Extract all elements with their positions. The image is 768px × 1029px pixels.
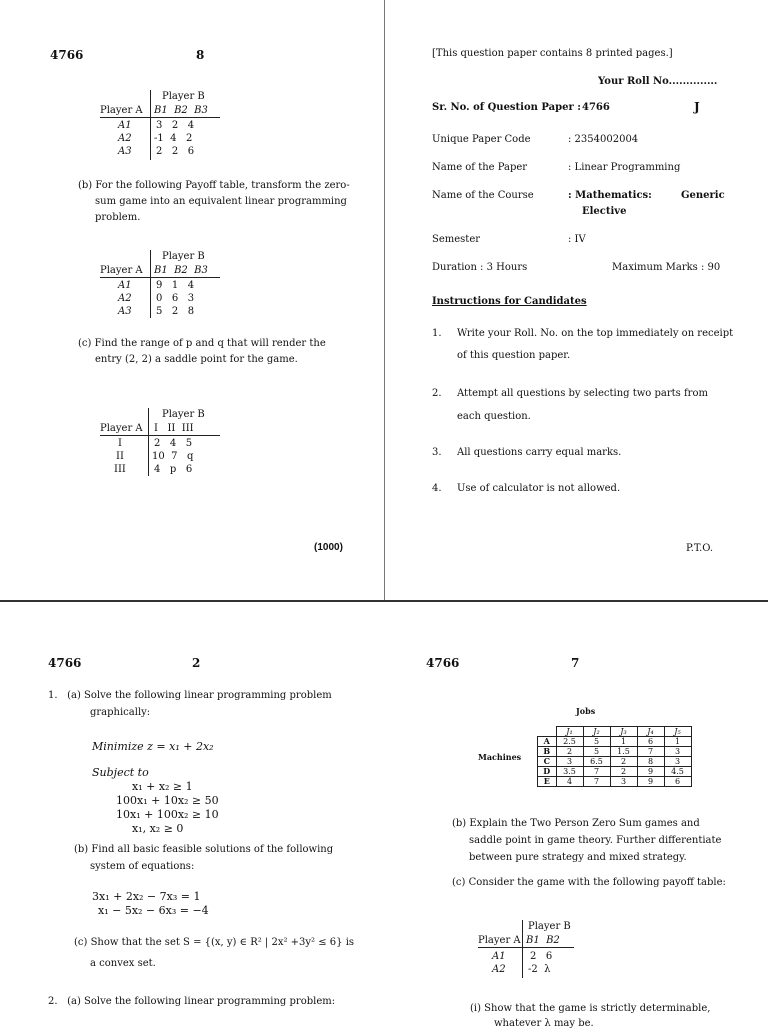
table-cell: 3 [556, 757, 583, 767]
paper-code: 4766 [50, 48, 84, 62]
column-headers: B1 B2 B3 [154, 105, 208, 116]
page-count-header: [This question paper contains 8 printed pages.] [432, 48, 673, 59]
constraint: x₁, x₂ ≥ 0 [132, 822, 184, 835]
player-b-label: Player B [528, 921, 571, 932]
instruction-text: of this question paper. [457, 350, 571, 361]
table-row [538, 757, 692, 767]
field-value: : 2354002004 [568, 134, 639, 145]
row-label: III [114, 464, 126, 475]
row-values: -1 4 2 [154, 133, 193, 144]
constraint: 100x₁ + 10x₂ ≥ 50 [116, 794, 219, 807]
table-cell: 3 [664, 757, 691, 767]
column-headers: B1 B2 B3 [154, 265, 208, 276]
print-count: (1000) [314, 542, 343, 553]
row-values: 4 p 6 [154, 464, 193, 475]
row-values: 10 7 q [152, 451, 194, 462]
table-cell: 5 [583, 737, 610, 747]
table-cell: 2 [556, 747, 583, 757]
machines-label: Machines [478, 752, 522, 762]
q1b-line1: (b) Find all basic feasible solutions of the following [74, 844, 334, 855]
table-cell: 2.5 [556, 737, 583, 747]
row-values: 3 2 4 [156, 120, 195, 131]
player-a-label: Player A [100, 265, 143, 276]
q1a-line1: 1. (a) Solve the following linear programming problem [48, 690, 332, 701]
row-header: E [538, 777, 557, 787]
field-value: : Mathematics: [568, 190, 652, 201]
player-b-label: Player B [162, 91, 205, 102]
row-label: I [118, 438, 122, 449]
table-cell: 3 [610, 777, 637, 787]
instruction-number: 1. [432, 328, 442, 339]
duration: Duration : 3 Hours [432, 262, 528, 273]
instruction-text: All questions carry equal marks. [457, 447, 622, 458]
q1b-line2: system of equations: [90, 861, 195, 872]
column-header: J₄ [637, 727, 664, 737]
row-values: 2 6 [530, 951, 553, 962]
row-label: A2 [492, 964, 506, 975]
column-header: J₃ [610, 727, 637, 737]
set-letter: J [694, 100, 700, 114]
table-cell: 2 [610, 767, 637, 777]
table-cell: 3.5 [556, 767, 583, 777]
instruction-number: 4. [432, 483, 442, 494]
question-b-line3: problem. [95, 212, 141, 223]
table-cell: 1.5 [610, 747, 637, 757]
table-cell: 2 [610, 757, 637, 767]
instruction-number: 2. [432, 388, 442, 399]
row-label: A3 [118, 306, 132, 317]
question-c-line2: entry (2, 2) a saddle point for the game. [95, 354, 298, 365]
table-cell: 3 [664, 747, 691, 757]
table-cell: 7 [583, 767, 610, 777]
table-cell: 6 [637, 737, 664, 747]
field-value: : Linear Programming [568, 162, 681, 173]
equation: 3x₁ + 2x₂ − 7x₃ = 1 [92, 890, 201, 903]
instructions-title: Instructions for Candidates [432, 296, 587, 307]
jobs-title: Jobs [576, 706, 596, 716]
table-cell: 7 [583, 777, 610, 787]
row-values: -2 λ [528, 964, 551, 975]
paper-code: 4766 [48, 656, 82, 670]
table-row [538, 767, 692, 777]
page-divider [0, 600, 768, 602]
question-b-line2: sum game into an equivalent linear programming [95, 196, 347, 207]
instruction-text: Use of calculator is not allowed. [457, 483, 621, 494]
instruction-text: Attempt all questions by selecting two parts from [457, 388, 708, 399]
field-value: : IV [568, 234, 586, 245]
qb-line1: (b) Explain the Two Person Zero Sum games and [452, 818, 700, 829]
qi-continuation: whatever λ may be. [494, 1018, 594, 1029]
table-cell: 6.5 [583, 757, 610, 767]
player-a-label: Player A [100, 423, 143, 434]
roll-number-field: Your Roll No.............. [598, 76, 718, 87]
table-cell: 5 [583, 747, 610, 757]
field-label: Semester [432, 234, 481, 245]
table-cell: 4 [556, 777, 583, 787]
player-a-label: Player A [100, 105, 143, 116]
table-row [538, 727, 692, 737]
column-header: J₅ [664, 727, 691, 737]
q1c-line2: a convex set. [90, 958, 156, 969]
table-cell: 1 [610, 737, 637, 747]
payoff-table-4 [478, 920, 578, 980]
table-cell: 4.5 [664, 767, 691, 777]
player-a-label: Player A [478, 935, 521, 946]
qb-line3: between pure strategy and mixed strategy. [469, 852, 687, 863]
subject-to: Subject to [92, 766, 149, 779]
row-label: A1 [492, 951, 506, 962]
table-row [538, 777, 692, 787]
sr-no-label: Sr. No. of Question Paper : [432, 102, 581, 113]
column-header: J₂ [583, 727, 610, 737]
table-cell: 7 [637, 747, 664, 757]
column-headers: I II III [154, 423, 194, 434]
table-cell: 8 [637, 757, 664, 767]
player-b-label: Player B [162, 251, 205, 262]
row-header: C [538, 757, 557, 767]
row-label: A1 [118, 120, 132, 131]
course-generic: Generic [681, 190, 725, 201]
row-label: A2 [118, 133, 132, 144]
column-headers: B1 B2 [526, 935, 560, 946]
row-values: 0 6 3 [156, 293, 195, 304]
field-label: Unique Paper Code [432, 134, 531, 145]
table-cell: 1 [664, 737, 691, 747]
row-header: B [538, 747, 557, 757]
field-label: Name of the Paper [432, 162, 528, 173]
qi-line: (i) Show that the game is strictly determinable, [470, 1003, 711, 1014]
payoff-table-3 [100, 408, 230, 478]
instruction-text: each question. [457, 411, 531, 422]
spine-line [384, 0, 385, 600]
page-number: 2 [192, 656, 201, 670]
payoff-table-2 [100, 250, 230, 320]
player-b-label: Player B [162, 409, 205, 420]
question-b-line1: (b) For the following Payoff table, transform the zero- [78, 180, 350, 191]
qb-line2: saddle point in game theory. Further differentiate [469, 835, 722, 846]
row-label: A1 [118, 280, 132, 291]
row-header: D [538, 767, 557, 777]
qc-line: (c) Consider the game with the following payoff table: [452, 877, 726, 888]
row-header: A [538, 737, 557, 747]
page-number: 7 [571, 656, 580, 670]
course-elective: Elective [582, 206, 627, 217]
q2a-line: 2. (a) Solve the following linear programming problem: [48, 996, 336, 1007]
row-label: A3 [118, 146, 132, 157]
row-label: A2 [118, 293, 132, 304]
table-row [538, 737, 692, 747]
field-label: Name of the Course [432, 190, 534, 201]
column-header: J₁ [556, 727, 583, 737]
question-c-line1: (c) Find the range of p and q that will render the [78, 338, 326, 349]
table-cell: 9 [637, 767, 664, 777]
row-values: 2 4 5 [154, 438, 193, 449]
q1c-line1: (c) Show that the set S = {(x, y) ∈ R² | 2x² +3y² ≤ 6} is [74, 937, 355, 948]
table-cell: 9 [637, 777, 664, 787]
equation: x₁ − 5x₂ − 6x₃ = −4 [98, 904, 209, 917]
row-values: 9 1 4 [156, 280, 195, 291]
assignment-table [537, 726, 692, 787]
instruction-number: 3. [432, 447, 442, 458]
row-label: II [116, 451, 124, 462]
row-values: 2 2 6 [156, 146, 195, 157]
paper-code: 4766 [426, 656, 460, 670]
constraint: x₁ + x₂ ≥ 1 [132, 780, 193, 793]
payoff-table-1 [100, 90, 230, 160]
page-number: 8 [196, 48, 205, 62]
objective-function: Minimize z = x₁ + 2x₂ [92, 740, 214, 753]
table-cell: 6 [664, 777, 691, 787]
constraint: 10x₁ + 100x₂ ≥ 10 [116, 808, 219, 821]
sr-no-value: 4766 [582, 102, 610, 113]
table-row [538, 747, 692, 757]
max-marks: Maximum Marks : 90 [612, 262, 721, 273]
q1a-line2: graphically: [90, 707, 151, 718]
row-values: 5 2 8 [156, 306, 195, 317]
instruction-text: Write your Roll. No. on the top immediately on receipt [457, 328, 734, 339]
pto: P.T.O. [686, 543, 714, 554]
